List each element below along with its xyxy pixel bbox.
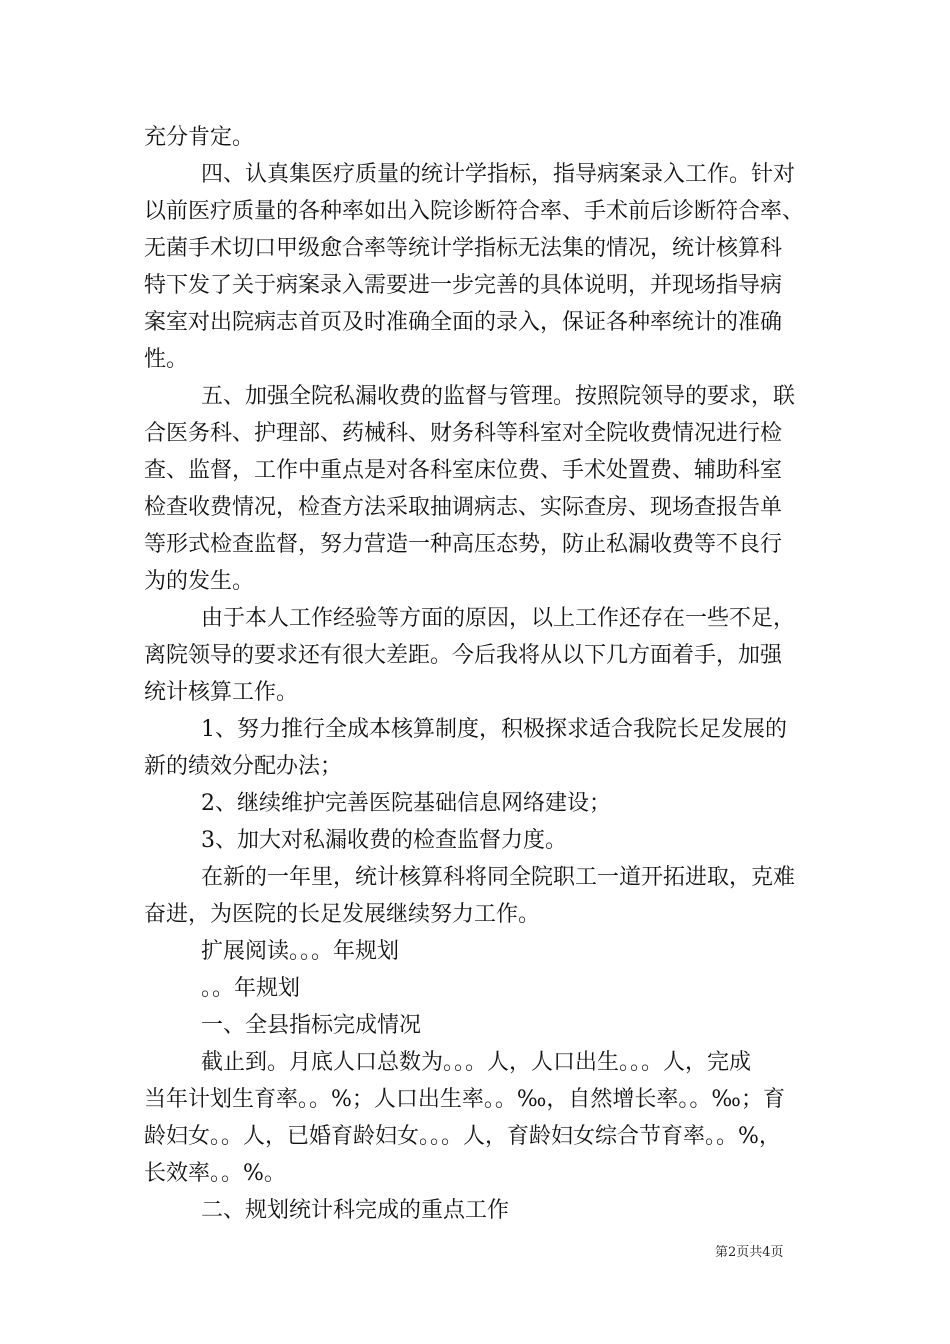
- text-line: 长效率。。%。: [144, 1161, 286, 1186]
- text-line: 扩展阅读。。。年规划: [201, 939, 400, 964]
- text-line: 四、认真集医疗质量的统计学指标，指导病案录入工作。针对: [201, 162, 796, 187]
- text-line: 由于本人工作经验等方面的原因，以上工作还存在一些不足，: [201, 606, 796, 631]
- text-line: 新的绩效分配办法；: [144, 754, 343, 779]
- text-line: 奋进，为医院的长足发展继续努力工作。: [144, 902, 541, 927]
- text-line: 特下发了关于病案录入需要进一步完善的具体说明，并现场指导病: [144, 273, 783, 298]
- text-line: 性。: [144, 347, 189, 372]
- text-line: 一、全县指标完成情况: [201, 1013, 422, 1038]
- text-line: 无菌手术切口甲级愈合率等统计学指标无法集的情况，统计核算科: [144, 236, 783, 261]
- text-line: 2、继续维护完善医院基础信息网络建设；: [201, 791, 611, 816]
- text-line: 等形式检查监督，努力营造一种高压态势，防止私漏收费等不良行: [144, 532, 783, 557]
- text-line: 充分肯定。: [144, 125, 255, 150]
- text-line: 检查收费情况，检查方法采取抽调病志、实际查房、现场查报告单: [144, 495, 783, 520]
- text-line: 统计核算工作。: [144, 680, 299, 705]
- text-line: 以前医疗质量的各种率如出入院诊断符合率、手术前后诊断符合率、: [144, 199, 805, 224]
- text-line: 二、规划统计科完成的重点工作: [201, 1198, 510, 1223]
- text-line: 案室对出院病志首页及时准确全面的录入，保证各种率统计的准确: [144, 310, 783, 335]
- text-line: 3、加大对私漏收费的检查监督力度。: [201, 828, 567, 853]
- text-line: 离院领导的要求还有很大差距。今后我将从以下几方面着手，加强: [144, 643, 783, 668]
- text-line: 。。年规划: [201, 976, 301, 1001]
- text-line: 查、监督，工作中重点是对各科室床位费、手术处置费、辅助科室: [144, 458, 783, 483]
- text-line: 当年计划生育率。。%；人口出生率。。‰，自然增长率。。‰；育: [144, 1087, 785, 1112]
- text-line: 在新的一年里，统计核算科将同全院职工一道开拓进取，克难: [201, 865, 796, 890]
- text-line: 龄妇女。。人，已婚育龄妇女。。。人，育龄妇女综合节育率。。%，: [144, 1124, 781, 1149]
- text-line: 合医务科、护理部、药械科、财务科等科室对全院收费情况进行检: [144, 421, 783, 446]
- text-line: 五、加强全院私漏收费的监督与管理。按照院领导的要求，联: [201, 384, 796, 409]
- page-number: 第2页共4页: [715, 1245, 784, 1260]
- text-line: 为的发生。: [144, 569, 255, 594]
- text-line: 1、努力推行全成本核算制度，积极探求适合我院长足发展的: [201, 717, 787, 742]
- text-line: 截止到。月底人口总数为。。。人，人口出生。。。人，完成: [201, 1050, 752, 1075]
